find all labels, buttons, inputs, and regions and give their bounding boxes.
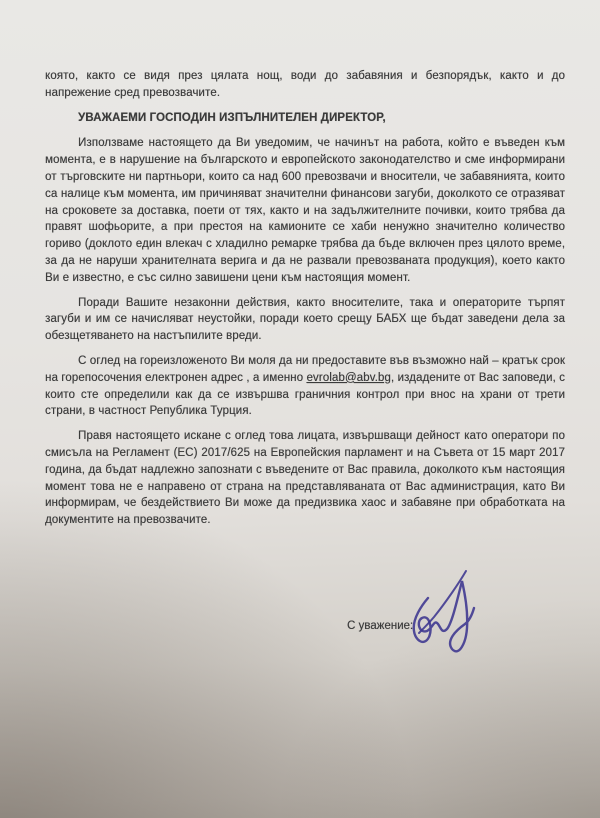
- email-address: evrolab@abv.bg: [306, 371, 391, 384]
- paragraph-notification: Използваме настоящето да Ви уведомим, че начинът на работа, който е въведен към момента, е в нарушение на българското и европейското законодателство и сме информирани от търговските ни партньори, които са над 600 превозвачи и вносители, че забавянията, които са налице към момента, им причиняват значителни финансови загуби, доколкото се отразяват на сроковете за доставка, поети от тях, както и на задължителните почивки, които трябва да правят шофьорите, а при престоя на камионите се хаби ненужно значително количество гориво (доклото един влекач с хладилно ремарке трябва да бъде включен през цялото време, за да не наруши хранителната верига и да не развали превозваната продукция), което както Ви е известно, е със силно завишени цени към настоящия момент.: [45, 137, 565, 284]
- paragraph-request: [45, 353, 565, 420]
- paragraph-claims: Поради Вашите незаконни действия, както вносителите, така и операторите търпят загуби и им се начисляват неустойки, поради което срещу БАБХ ще бъдат заведени дела за обезщетяването на настъпилите вреди.: [45, 296, 565, 343]
- handwritten-signature: [398, 568, 498, 670]
- paragraph-legal-basis: Правя настоящето искане с оглед това лицата, извършващи дейност като оператори по смисъла на Регламент (ЕС) 2017/625 на Европейския парламент и на Съвета от 15 март 2017 година, да бъдат надлежно запознати с въведените от Вас правила, доколкото към настоящия момент това не е направено от страна на представляваната от Вас администрация, като Ви информирам, че бездействието Ви може да предизвика хаос и забавяне при обработката на документите на превозвачите.: [45, 430, 565, 527]
- letter-body: [45, 68, 565, 537]
- paragraph-continuation: която, както се видя през цялата нощ, води до забавяния и безпорядък, както и до напрежение сред превозвачите.: [45, 70, 565, 99]
- paragraph-request-text-before: С оглед на гореизложеното Ви моля да ни предоставите във възможно най – кратък срок на горепосочения електронен адрес , а именно: [45, 354, 565, 384]
- signature-ink-strokes: [398, 568, 498, 670]
- salutation-line: УВАЖАЕМИ ГОСПОДИН ИЗПЪЛНИТЕЛЕН ДИРЕКТОР,: [78, 111, 386, 124]
- paragraph-request-text-after: , издадените от Вас заповеди, с които сте определили как да се извършва граничния контрол при внос на храни от трети страни, в частност Република Турция.: [45, 371, 565, 418]
- closing-label: С уважение:: [347, 620, 414, 632]
